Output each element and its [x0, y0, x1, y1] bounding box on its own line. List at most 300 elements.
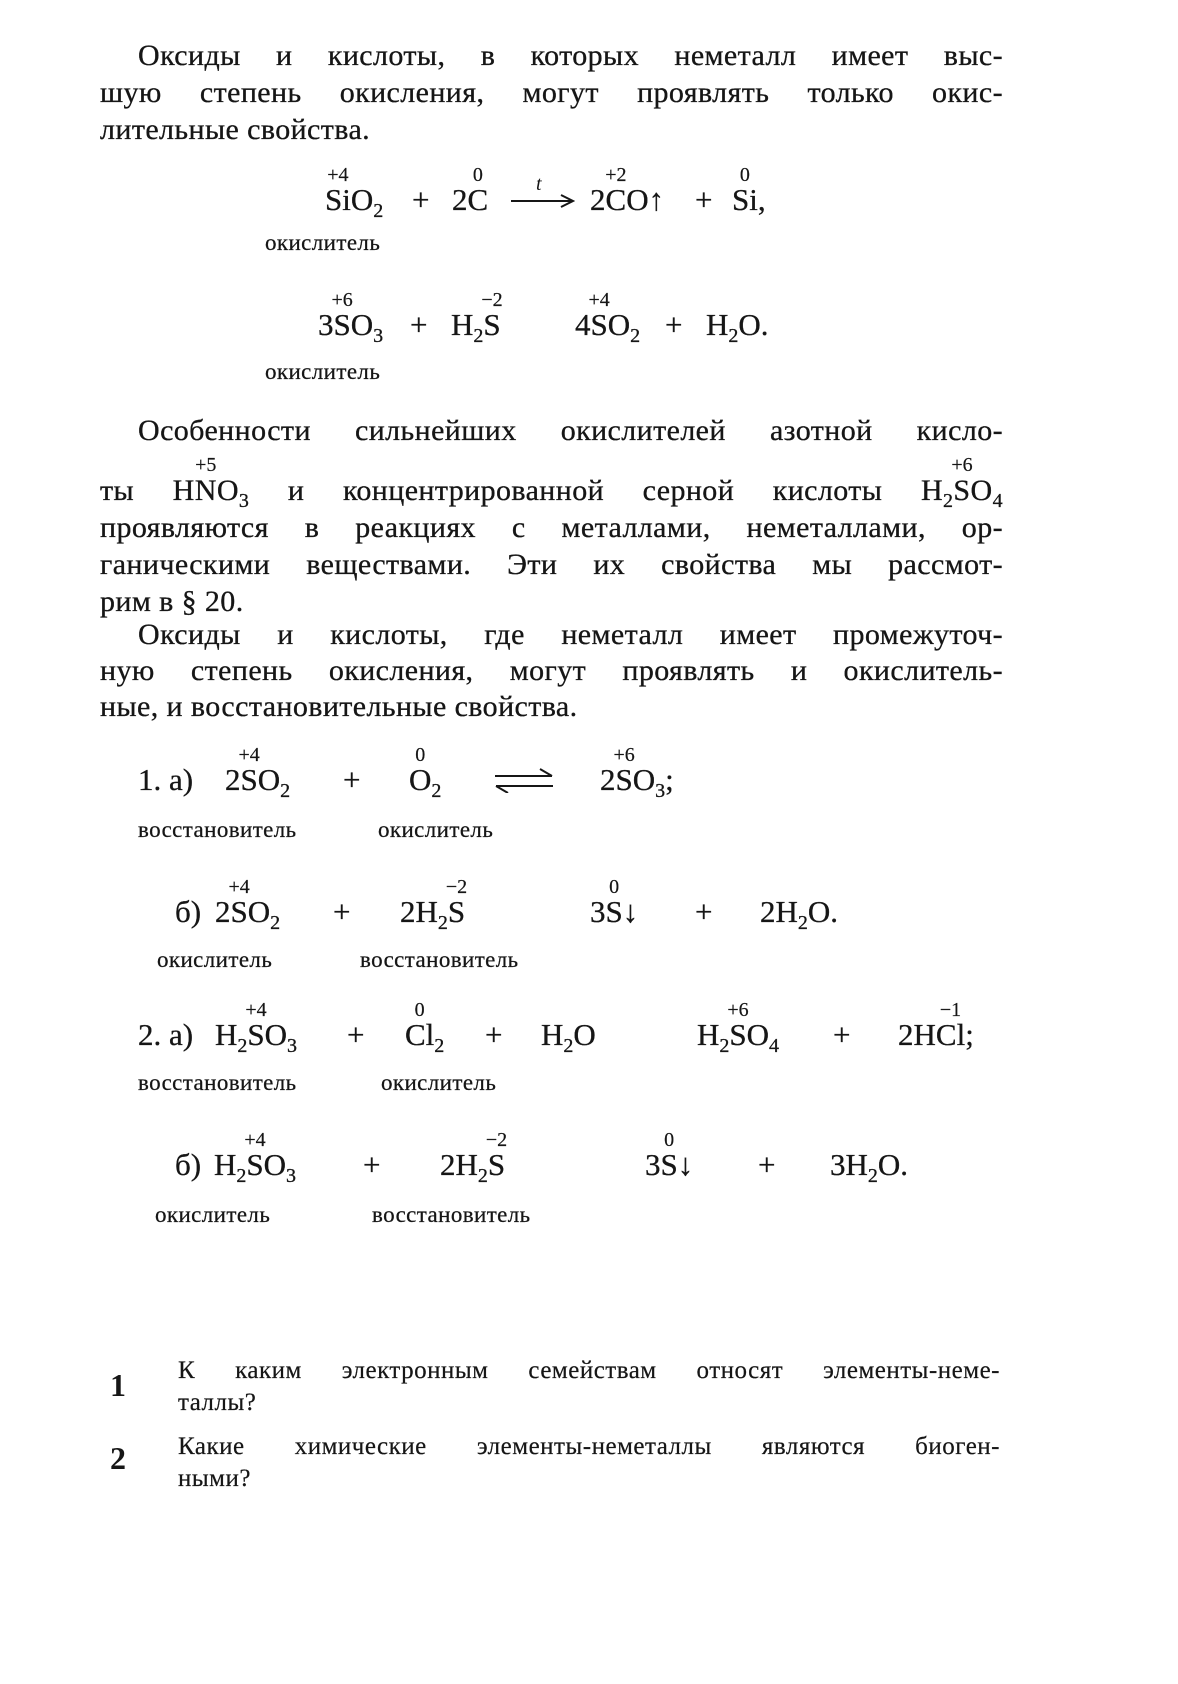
element-symbol: O	[263, 1147, 287, 1182]
formula-2so2	[225, 744, 291, 802]
formula-token	[400, 894, 416, 930]
element-wrapper	[914, 1017, 936, 1053]
element-symbol: S	[247, 1017, 265, 1052]
subscript: 4	[769, 1035, 780, 1057]
formula-token	[325, 164, 351, 218]
role-label: восстановитель	[138, 817, 297, 842]
element-symbol: H	[415, 894, 438, 929]
paragraph-line: рим в § 20.	[100, 585, 244, 618]
coefficient: 3	[590, 894, 606, 929]
element-symbol: Cl	[405, 1017, 435, 1052]
element-wrapper	[590, 182, 606, 218]
element-symbol: H	[775, 894, 798, 929]
formula-token	[649, 182, 665, 218]
subscript: 3	[287, 1035, 298, 1057]
element-wrapper	[215, 894, 231, 930]
element-symbol: S	[605, 894, 623, 929]
element-wrapper	[613, 744, 635, 798]
formula-token	[738, 307, 760, 343]
formula-token	[878, 1147, 900, 1183]
formula-3s	[645, 1129, 694, 1183]
oxidation-state: 0	[415, 744, 426, 766]
paragraph-line: ные, и восстановительные свойства.	[100, 690, 578, 723]
element-wrapper	[623, 894, 639, 930]
element-wrapper	[238, 744, 260, 798]
formula-token	[247, 894, 281, 934]
element-symbol: Si	[732, 182, 758, 217]
oxidation-state: +5	[195, 454, 217, 476]
paragraph-line: ную степень окисления, могут проявлять и окислитель-	[100, 654, 1003, 687]
punctuation: .	[830, 894, 839, 929]
subscript: 2	[563, 1035, 574, 1057]
formula-cl2	[405, 999, 445, 1057]
element-symbol: H	[920, 474, 944, 507]
reaction-number: 1. а)	[138, 762, 194, 797]
element-wrapper	[898, 1017, 914, 1053]
formula-token	[409, 744, 442, 802]
element-wrapper	[194, 454, 217, 509]
element-symbol: O	[257, 762, 281, 797]
formula-token	[830, 894, 838, 930]
paragraph-line: шую степень окисления, могут проявлять только окис-	[100, 76, 1003, 109]
formula-2h2s	[400, 876, 468, 934]
element-symbol: H	[455, 1147, 478, 1182]
paragraph-3	[100, 617, 1003, 725]
formula-2h2o	[760, 894, 839, 934]
element-symbol: H	[697, 1017, 720, 1052]
element-wrapper	[732, 164, 758, 218]
formula-sio2	[325, 164, 384, 222]
element-wrapper	[452, 182, 468, 218]
equation-1a	[0, 744, 1178, 802]
element-wrapper	[649, 182, 665, 218]
coefficient: 2	[225, 762, 241, 797]
element-wrapper	[351, 307, 373, 343]
equation-so3-h2s	[0, 289, 1178, 347]
element-symbol: Cl	[935, 1017, 966, 1052]
coefficient: 2	[760, 894, 776, 929]
element-wrapper	[173, 472, 195, 509]
oxidation-state: +6	[331, 289, 353, 311]
subscript: 2	[867, 1165, 878, 1187]
element-symbol: O	[877, 1147, 901, 1182]
subscript: 2	[797, 912, 808, 934]
role-label: окислитель	[378, 817, 494, 842]
subscript: 2	[270, 912, 281, 934]
element-wrapper	[228, 876, 250, 930]
formula-token	[914, 1017, 936, 1053]
element-symbol: S	[615, 762, 633, 797]
oxidation-state: +4	[238, 744, 260, 766]
punctuation: .	[900, 1147, 909, 1182]
question-text	[178, 1355, 1000, 1419]
temperature-label: t	[536, 173, 542, 195]
reaction-number: б)	[175, 894, 202, 929]
formula-token	[467, 164, 489, 218]
formula-token	[600, 762, 616, 798]
coefficient: 2	[590, 182, 606, 217]
paragraph-text: ты	[100, 474, 135, 507]
formula-token	[481, 289, 503, 343]
element-symbol: O	[626, 182, 649, 217]
formula-token	[808, 894, 830, 930]
oxidation-state: 0	[472, 164, 483, 186]
coefficient: 2	[600, 762, 616, 797]
formula-token	[331, 289, 353, 343]
formula-token	[830, 1147, 846, 1183]
formula-h2o	[541, 1017, 596, 1057]
element-symbol: S	[590, 307, 608, 342]
element-wrapper	[451, 307, 473, 343]
formula-h2so3	[215, 999, 298, 1057]
element-wrapper	[747, 1017, 769, 1053]
plus-sign: +	[333, 894, 351, 929]
role-label: восстановитель	[138, 1070, 297, 1095]
oxidation-state: −2	[445, 876, 468, 898]
formula-token	[318, 307, 334, 343]
subscript: 3	[655, 780, 666, 802]
element-symbol: O	[409, 762, 432, 797]
formula-token	[415, 894, 448, 934]
paragraph-line: ганическими веществами. Эти их свойства мы рассмот-	[100, 548, 1003, 581]
formula-token	[605, 164, 627, 218]
element-wrapper	[265, 1017, 287, 1053]
element-wrapper	[600, 762, 616, 798]
plus-sign: +	[695, 894, 713, 929]
element-wrapper	[467, 164, 489, 218]
formula-4so2	[575, 289, 641, 347]
element-wrapper	[971, 472, 993, 509]
element-wrapper	[758, 182, 766, 218]
element-symbol: H	[845, 1147, 868, 1182]
element-wrapper	[965, 1017, 974, 1053]
equation-1b	[0, 876, 1178, 934]
element-symbol: H	[172, 474, 195, 507]
subscript: 2	[237, 1035, 248, 1057]
formula-token	[760, 894, 776, 930]
punctuation: ;	[965, 1017, 974, 1052]
element-wrapper	[445, 876, 468, 930]
element-symbol: C	[467, 182, 489, 217]
element-wrapper	[573, 1017, 595, 1053]
element-wrapper	[217, 472, 239, 509]
element-symbol: S	[230, 894, 248, 929]
question-line: ными?	[178, 1465, 251, 1492]
punctuation: ,	[757, 182, 766, 217]
oxidation-state: 0	[739, 164, 750, 186]
role-label: окислитель	[265, 359, 381, 384]
question-number: 2	[110, 1440, 126, 1476]
element-symbol: S	[246, 1147, 264, 1182]
formula-token	[257, 762, 291, 802]
element-wrapper	[416, 894, 438, 930]
element-symbol: O	[738, 307, 761, 342]
formula-token	[970, 472, 1003, 512]
formula-h2o	[706, 307, 769, 347]
coefficient: 3	[645, 1147, 661, 1182]
element-symbol: N	[194, 474, 217, 507]
role-label: окислитель	[265, 230, 381, 255]
formula-token	[451, 307, 484, 347]
element-wrapper	[258, 762, 280, 798]
element-wrapper	[846, 1147, 868, 1183]
element-wrapper	[588, 289, 610, 343]
oxidation-state: −2	[481, 289, 503, 311]
formula-token	[573, 1017, 595, 1053]
coefficient: 2	[440, 1147, 456, 1182]
formula-token	[607, 307, 641, 347]
plus-sign: +	[758, 1147, 776, 1182]
subscript: 2	[943, 490, 954, 512]
equation-2a	[0, 999, 1178, 1057]
plus-sign: +	[343, 762, 361, 797]
formula-token	[263, 1147, 297, 1187]
equation-2b	[0, 1129, 1178, 1187]
formula-token	[440, 1147, 456, 1183]
element-symbol: O	[264, 1017, 288, 1052]
formula-2hcl	[898, 999, 974, 1053]
precipitate-arrow-icon: ↓	[622, 894, 639, 929]
element-wrapper	[325, 164, 351, 218]
paragraph-text: и концентрированной серной кислоты	[287, 474, 883, 507]
element-symbol: H	[913, 1017, 936, 1052]
formula-token	[244, 1129, 266, 1183]
paragraph-1	[100, 37, 1003, 148]
formula-3s	[590, 876, 639, 930]
formula-token	[758, 182, 766, 218]
paragraph-line: Оксиды и кислоты, в которых неметалл имеет выс-	[138, 39, 1003, 72]
oxidation-state: +6	[727, 999, 749, 1021]
formula-token	[935, 999, 966, 1053]
oxidation-state: −2	[485, 1129, 508, 1151]
element-wrapper	[727, 999, 749, 1053]
formula-token	[173, 472, 195, 509]
element-symbol: H	[215, 1017, 238, 1052]
formula-h2s	[451, 289, 503, 347]
formula-token	[238, 744, 260, 798]
subscript: 2	[630, 325, 641, 347]
plus-sign: +	[347, 1017, 365, 1052]
formula-token	[727, 999, 749, 1053]
coefficient: 2	[215, 894, 231, 929]
plus-sign: +	[695, 182, 713, 217]
formula-token	[455, 1147, 488, 1187]
formula-token	[575, 307, 591, 343]
gas-evolution-arrow-icon: ↑	[648, 182, 665, 217]
element-wrapper	[830, 894, 838, 930]
role-label: восстановитель	[372, 1202, 531, 1227]
formula-2co	[590, 164, 665, 218]
subscript: 3	[373, 325, 384, 347]
equation-sio2-carbon	[0, 164, 1178, 222]
element-wrapper	[245, 999, 267, 1053]
formula-3h2o	[830, 1147, 909, 1187]
formula-token	[660, 1129, 678, 1183]
element-symbol: H	[706, 307, 729, 342]
formula-3so3	[318, 289, 384, 347]
coefficient: 2	[898, 1017, 914, 1052]
formula-token	[665, 762, 674, 798]
plus-sign: +	[833, 1017, 851, 1052]
oxidation-state: 0	[609, 876, 620, 898]
formula-token	[645, 1147, 661, 1183]
precipitate-arrow-icon: ↓	[677, 1147, 694, 1182]
plus-sign: +	[363, 1147, 381, 1182]
punctuation: .	[760, 307, 769, 342]
element-wrapper	[351, 182, 373, 218]
subscript: 2	[373, 200, 384, 222]
role-label: окислитель	[157, 947, 273, 972]
formula-2h2s	[440, 1129, 508, 1187]
punctuation: ;	[665, 762, 674, 797]
formula-token	[761, 307, 769, 343]
formula-token	[590, 894, 606, 930]
element-symbol: S	[333, 307, 351, 342]
element-symbol: S	[483, 307, 501, 342]
formula-token	[697, 1017, 730, 1057]
element-symbol: O	[216, 474, 239, 507]
element-wrapper	[605, 876, 623, 930]
plus-sign: +	[412, 182, 430, 217]
oxidation-state: +4	[327, 164, 349, 186]
element-symbol: O	[350, 307, 374, 342]
formula-token	[214, 1147, 247, 1187]
subscript: 2	[728, 325, 739, 347]
subscript: 2	[473, 325, 484, 347]
formula-token	[350, 307, 384, 347]
element-wrapper	[409, 744, 432, 798]
equilibrium-arrow-icon	[494, 767, 554, 793]
element-wrapper	[921, 472, 943, 509]
formula-2so3	[600, 744, 674, 802]
role-label: окислитель	[381, 1070, 497, 1095]
formula-h2so4	[697, 999, 780, 1057]
formula-token	[965, 1017, 974, 1053]
formula-token	[898, 1017, 914, 1053]
formula-token	[746, 1017, 780, 1057]
formula-token	[405, 999, 445, 1057]
element-wrapper	[244, 1129, 266, 1183]
role-label: окислитель	[155, 1202, 271, 1227]
formula-h2so4	[920, 454, 1003, 512]
formula-token	[216, 472, 250, 512]
element-symbol: O	[247, 894, 271, 929]
paragraph-line: лительные свойства.	[100, 113, 371, 146]
formula-hno3	[172, 454, 250, 512]
element-symbol: H	[541, 1017, 564, 1052]
paragraph-line: Особенности сильнейших окислителей азотной кисло-	[138, 414, 1003, 447]
formula-token	[590, 182, 606, 218]
element-wrapper	[660, 1129, 678, 1183]
element-symbol: O	[970, 474, 993, 507]
element-wrapper	[900, 1147, 908, 1183]
formula-token	[845, 1147, 878, 1187]
subscript: 3	[238, 490, 250, 512]
oxidation-state: +4	[244, 1129, 266, 1151]
element-wrapper	[706, 307, 728, 343]
element-wrapper	[215, 1017, 237, 1053]
element-symbol: Si	[325, 182, 351, 217]
element-symbol: S	[953, 474, 971, 507]
formula-token	[541, 1017, 574, 1057]
coefficient: 4	[575, 307, 591, 342]
element-symbol: S	[240, 762, 258, 797]
element-wrapper	[485, 1129, 508, 1183]
formula-token	[228, 876, 250, 930]
element-symbol: O	[746, 1017, 770, 1052]
element-wrapper	[808, 894, 830, 930]
element-wrapper	[626, 182, 648, 218]
subscript: 4	[992, 490, 1003, 512]
element-wrapper	[214, 1147, 236, 1183]
formula-token	[485, 1129, 508, 1183]
oxidation-state: 0	[664, 1129, 675, 1151]
formula-token	[264, 1017, 298, 1057]
formula-token	[626, 182, 648, 218]
element-symbol: O	[632, 762, 656, 797]
element-wrapper	[935, 999, 966, 1053]
element-wrapper	[761, 307, 769, 343]
element-wrapper	[608, 307, 630, 343]
formula-token	[225, 762, 241, 798]
paragraph-2	[100, 412, 1003, 620]
element-wrapper	[633, 762, 655, 798]
formula-si	[732, 164, 766, 218]
subscript: 2	[236, 1165, 247, 1187]
element-wrapper	[878, 1147, 900, 1183]
element-symbol: H	[214, 1147, 237, 1182]
formula-token	[678, 1147, 694, 1183]
paragraph-line-with-formulas	[100, 449, 1003, 512]
element-symbol: H	[451, 307, 474, 342]
element-wrapper	[248, 894, 270, 930]
formula-token	[194, 454, 217, 509]
formula-token	[632, 762, 666, 802]
plus-sign: +	[410, 307, 428, 342]
formula-token	[605, 876, 623, 930]
element-symbol: S	[660, 1147, 678, 1182]
element-wrapper	[541, 1017, 563, 1053]
element-symbol: S	[487, 1147, 506, 1182]
element-wrapper	[575, 307, 591, 343]
coefficient: 2	[452, 182, 468, 217]
subscript: 2	[437, 912, 448, 934]
formula-token	[900, 1147, 908, 1183]
oxidation-state: 0	[414, 999, 425, 1021]
element-wrapper	[481, 289, 503, 343]
subscript: 2	[719, 1035, 730, 1057]
element-wrapper	[678, 1147, 694, 1183]
element-symbol: S	[729, 1017, 747, 1052]
element-wrapper	[405, 999, 435, 1053]
formula-token	[920, 472, 954, 512]
coefficient: 3	[830, 1147, 846, 1182]
coefficient: 2	[400, 894, 416, 929]
formula-token	[215, 894, 231, 930]
subscript: 2	[280, 780, 291, 802]
element-wrapper	[331, 289, 353, 343]
oxidation-state: +4	[588, 289, 610, 311]
element-wrapper	[590, 894, 606, 930]
element-wrapper	[440, 1147, 456, 1183]
subscript: 2	[434, 1035, 445, 1057]
element-wrapper	[605, 164, 627, 218]
reaction-number: б)	[175, 1147, 202, 1182]
element-wrapper	[400, 894, 416, 930]
formula-token	[588, 289, 610, 343]
element-wrapper	[760, 894, 776, 930]
formula-token	[951, 454, 973, 509]
